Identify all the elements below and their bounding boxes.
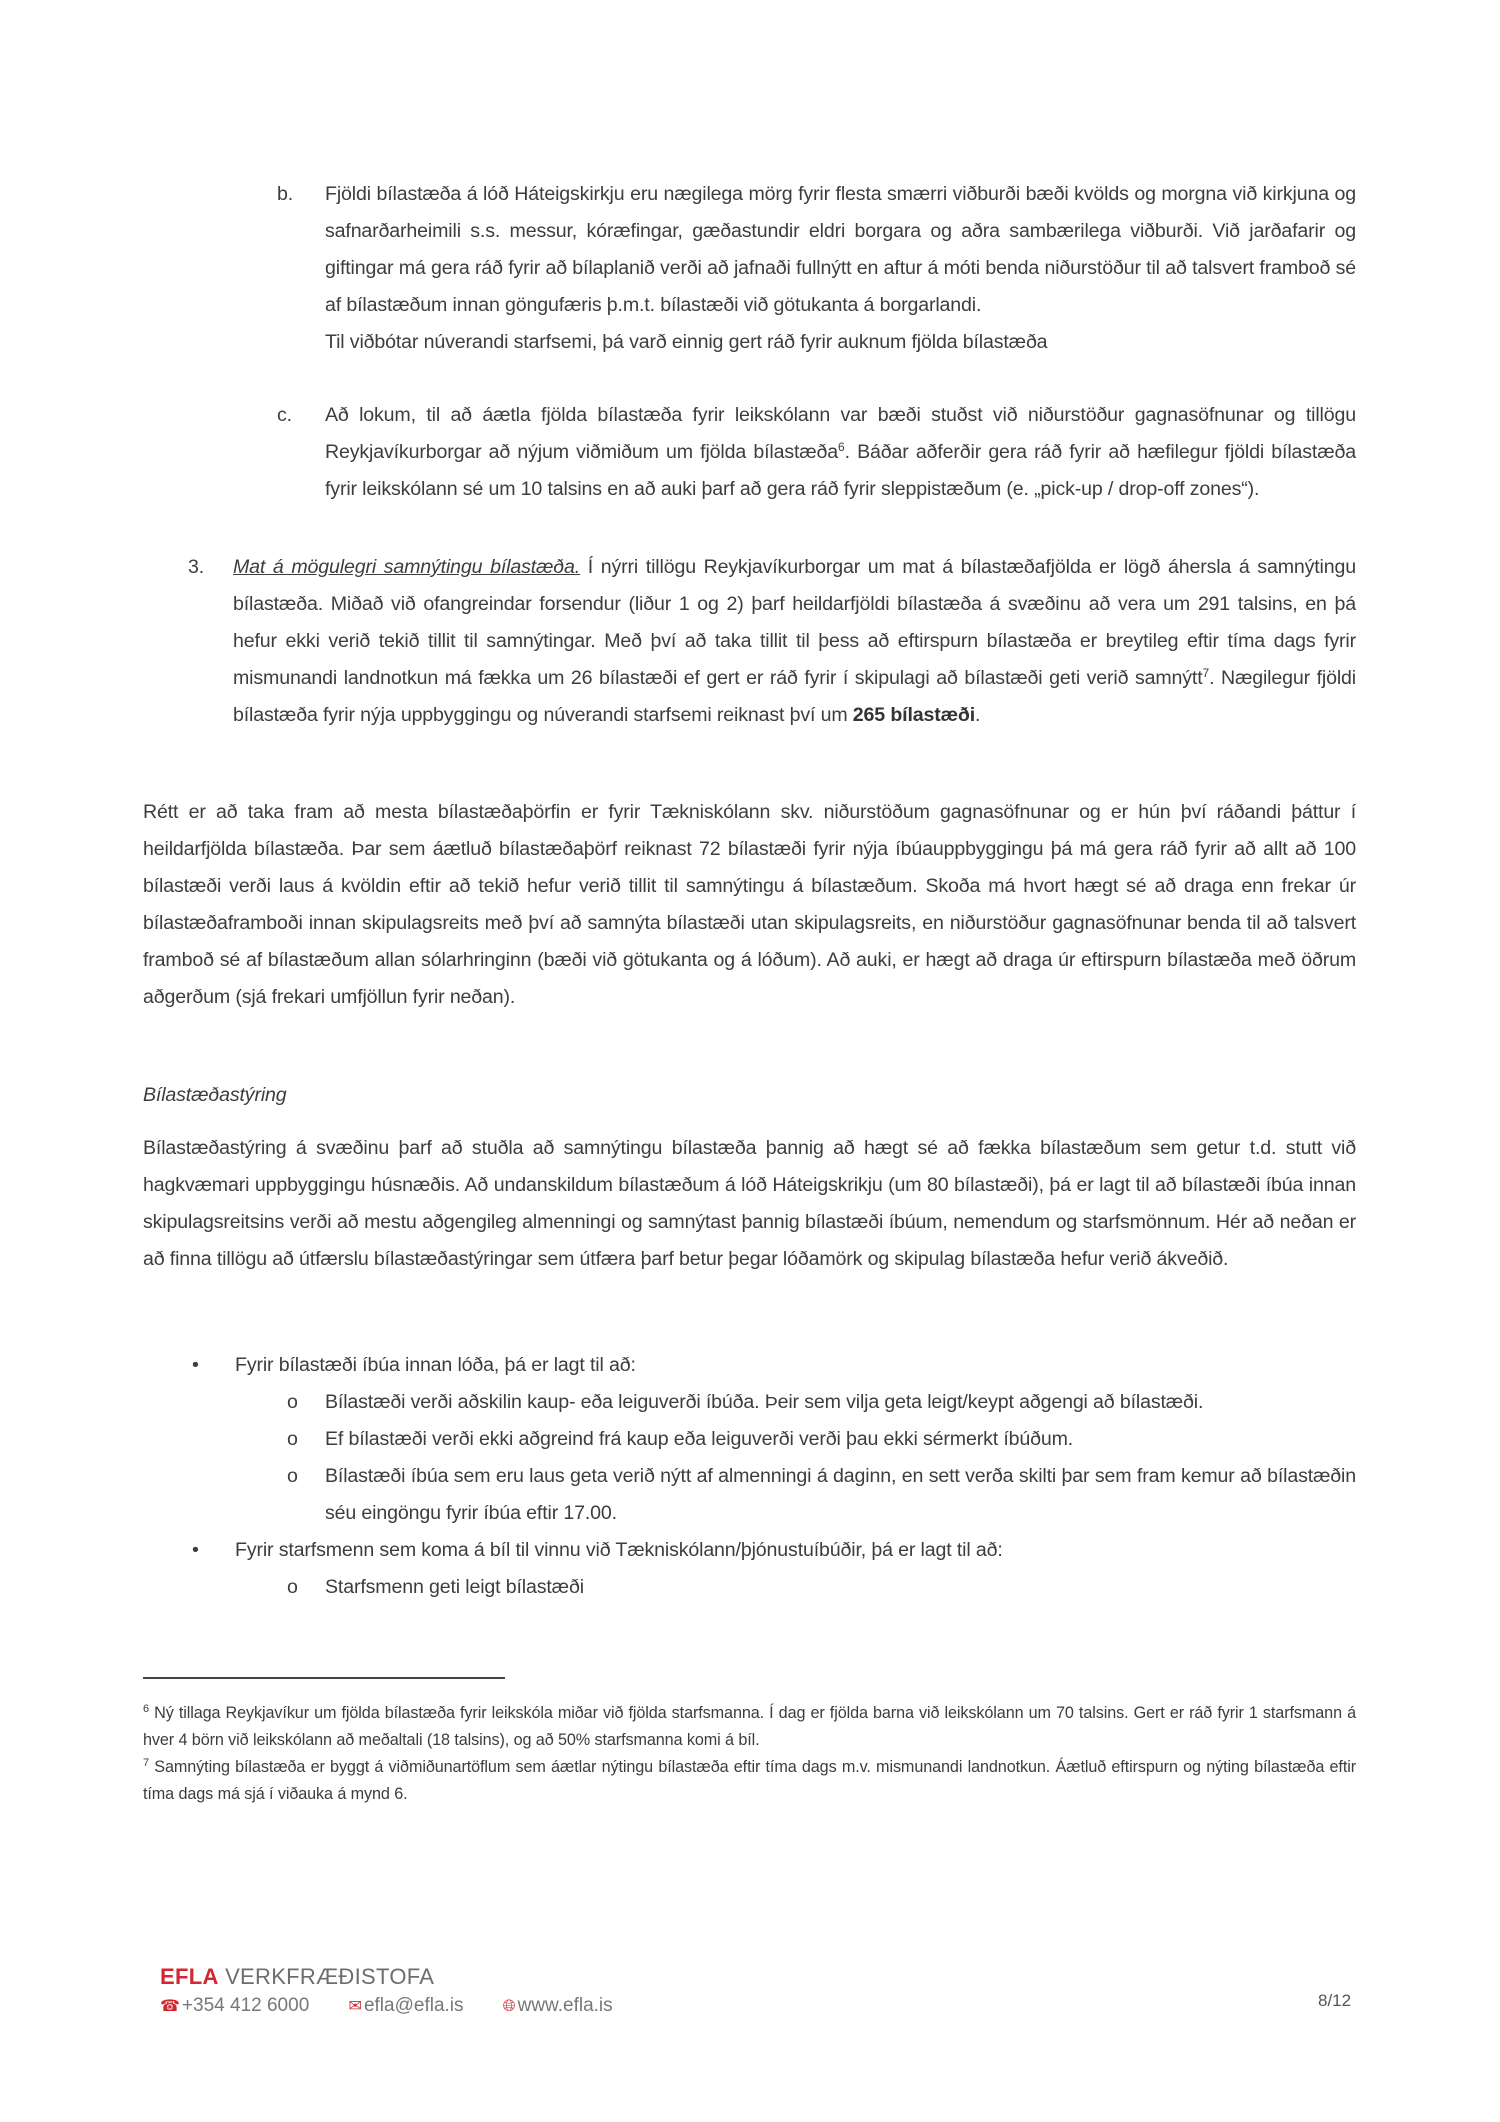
list-marker: b. [277, 183, 294, 205]
circle-bullet-icon: o [287, 1391, 298, 1413]
footnote-ref-6[interactable]: 6 [838, 440, 845, 454]
bullet-text: Fyrir bílastæði íbúa innan lóða, þá er lagt til að: [235, 1354, 636, 1376]
footnote-number: 7 [143, 1757, 150, 1769]
email-contact[interactable] [349, 1995, 464, 2017]
bullet-icon: • [192, 1539, 199, 1561]
footnote-7 [143, 1754, 1356, 1808]
sub-bullet-item [287, 1384, 1356, 1421]
footnote-separator [143, 1677, 505, 1679]
numbered-item-text [233, 549, 1356, 734]
paragraph: Bílastæðastýring á svæðinu þarf að stuðla að samnýtingu bílastæða þannig að hægt sé að fækka bílastæðum sem getur t.d. stutt við hagkvæmari uppbyggingu húsnæðis. Að undanskildum bílastæðum á lóð Háteigskrikju (um 80 bílastæði), þá er lagt til að bílastæði íbúa innan skipulagsreitsins verði að mestu aðgengileg almenningi og samnýtast þannig bílastæði íbúum, nemendum og starfsmönnum. Hér að neðan er að finna tillögu að útfærslu bílastæðastýringar sem útfæra þarf betur þegar lóðamörk og skipulag bílastæða hefur verið ákveðið. [143, 1137, 1356, 1270]
text-part: Að lokum, til að áætla fjölda bílastæða fyrir leikskólann var bæði stuðst við niðurstöður gagnasöfnunar og tillögu Reykjavíkurborgar að nýjum viðmiðum um fjölda bílastæða [325, 404, 1356, 463]
sub-bullet-item [287, 1421, 1356, 1458]
email-address: efla@efla.is [363, 1995, 464, 2016]
list-item-text: Fjöldi bílastæða á lóð Háteigskirkju eru nægilega mörg fyrir flesta smærri viðburði bæði kvölds og morgna við kirkjuna og safnarðarheimili s.s. messur, kóræfingar, gæðastundir eldri borgara og aðra sambærilega viðburði. Við jarðafarir og giftingar má gera ráð fyrir að bílaplanið verði að jafnaði fullnýtt en aftur á móti benda niðurstöður til að talsvert framboð sé af bílastæðum innan göngufæris þ.m.t. bílastæði við götukanta á borgarlandi. [325, 183, 1356, 316]
bullet-icon: • [192, 1354, 199, 1376]
phone-icon: ☎ [160, 1998, 180, 2015]
section-heading: Bílastæðastýring [143, 1084, 287, 1106]
text-part: . [975, 704, 981, 726]
text-part: Í nýrri tillögu Reykjavíkurborgar um mat á bílastæðafjölda er lögð áhersla á samnýtingu bílastæða. Miðað við ofangreindar forsendur (liður 1 og 2) þarf heildarfjöldi bílastæða á svæðinu að vera um 291 talsins, en þá hefur ekki verið tekið tillit til samnýtingar. Með því að taka tillit til þess að eftirspurn bílastæða er breytileg eftir tíma dags fyrir mismunandi landnotkun má fækka um 26 bílastæði ef gert er ráð fyrir í skipulagi að bílastæði geti verið samnýtt [233, 556, 1356, 689]
text-part: . Nægilegur fjöldi bílastæða fyrir nýja uppbyggingu og núverandi starfsemi reiknast því um [233, 667, 1356, 726]
footnote-number: 6 [143, 1703, 150, 1715]
bullet-item [192, 1532, 1356, 1569]
website-url: www.efla.is [517, 1995, 613, 2016]
numbered-item-3 [188, 549, 1356, 734]
text-part: . Báðar aðferðir gera ráð fyrir að hæfilegur fjöldi bílastæða fyrir leikskólann sé um 10 talsins en að auki þarf að gera ráð fyrir sleppistæðum (e. „pick-up / drop-off zones“). [325, 441, 1356, 500]
circle-bullet-icon: o [287, 1465, 298, 1487]
bullet-text: Fyrir starfsmenn sem koma á bíl til vinnu við Tækniskólann/þjónustuíbúðir, þá er lagt til að: [235, 1539, 1003, 1561]
list-marker: c. [277, 404, 292, 426]
list-item-text [325, 397, 1356, 508]
list-marker: 3. [188, 556, 205, 578]
sub-bullet-text: Ef bílastæði verði ekki aðgreind frá kaup eða leiguverði verði þau ekki sérmerkt íbúðum. [325, 1428, 1074, 1450]
sub-bullet-item [287, 1458, 1356, 1532]
footnote-text: Ný tillaga Reykjavíkur um fjölda bílastæða fyrir leikskóla miðar við fjölda starfsmanna. Í dag er fjölda barna við leikskólann um 70 talsins. Gert er ráð fyrir 1 starfsmann á hver 4 börn við leikskólann að meðaltali (18 talsins), og að 50% starfsmanna komi á bíl. [143, 1704, 1356, 1749]
contact-info [160, 1995, 647, 2017]
sub-bullet-item [287, 1569, 1356, 1606]
footnote-6 [143, 1700, 1356, 1754]
phone-number: +354 412 6000 [181, 1995, 310, 2016]
bullet-list [192, 1347, 1356, 1606]
footnote-ref-7[interactable]: 7 [1202, 666, 1210, 680]
company-logo [160, 1964, 434, 1990]
web-contact[interactable] [503, 1995, 613, 2017]
globe-icon: 🌐︎ [502, 1998, 516, 2015]
phone-contact[interactable] [160, 1995, 309, 2017]
total-parking-count: 265 bílastæði [852, 704, 975, 726]
brand-subtitle: VERKFRÆÐISTOFA [225, 1964, 435, 1989]
list-item-c [277, 397, 1356, 508]
item-title: Mat á mögulegri samnýtingu bílastæða. [233, 556, 581, 578]
envelope-icon: ✉ [348, 1998, 362, 2015]
footnote-text: Samnýting bílastæða er byggt á viðmiðunartöflum sem áætlar nýtingu bílastæða eftir tíma dags m.v. mismunandi landnotkun. Áætluð eftirspurn og nýting bílastæða eftir tíma dags má sjá í viðauka á mynd 6. [143, 1758, 1356, 1803]
bullet-item [192, 1347, 1356, 1384]
footnotes [143, 1700, 1356, 1808]
sub-bullet-text: Starfsmenn geti leigt bílastæði [325, 1576, 584, 1598]
circle-bullet-icon: o [287, 1428, 298, 1450]
list-item-b [277, 176, 1356, 361]
circle-bullet-icon: o [287, 1576, 298, 1598]
sub-bullet-text: Bílastæði verði aðskilin kaup- eða leiguverði íbúða. Þeir sem vilja geta leigt/keypt aðgengi að bílastæði. [325, 1391, 1204, 1413]
list-item-extra-text: Til viðbótar núverandi starfsemi, þá varð einnig gert ráð fyrir auknum fjölda bílastæða [325, 331, 1048, 353]
brand-name: EFLA [160, 1964, 219, 1989]
paragraph: Rétt er að taka fram að mesta bílastæðaþörfin er fyrir Tækniskólann skv. niðurstöðum gagnasöfnunar og er hún því ráðandi þáttur í heildarfjölda bílastæða. Þar sem áætluð bílastæðaþörf reiknast 72 bílastæði fyrir nýja íbúauppbyggingu þá má gera ráð fyrir að allt að 100 bílastæði verði laus á kvöldin eftir að tekið hefur verið tillit til samnýtingu á bílastæðum. Skoða má hvort hægt sé að draga enn frekar úr bílastæðaframboði innan skipulagsreits með því að samnýta bílastæði utan skipulagsreits, en niðurstöður gagnasöfnunar benda til að talsvert framboð sé af bílastæðum allan sólarhringinn (bæði við götukanta og á lóðum). Að auki, er hægt að draga úr eftirspurn bílastæða með öðrum aðgerðum (sjá frekari umfjöllun fyrir neðan). [143, 801, 1356, 1008]
page-number: 8/12 [1318, 1991, 1352, 2010]
sub-bullet-text: Bílastæði íbúa sem eru laus geta verið nýtt af almenningi á daginn, en sett verða skilti þar sem fram kemur að bílastæðin séu eingöngu fyrir íbúa eftir 17.00. [325, 1465, 1356, 1524]
